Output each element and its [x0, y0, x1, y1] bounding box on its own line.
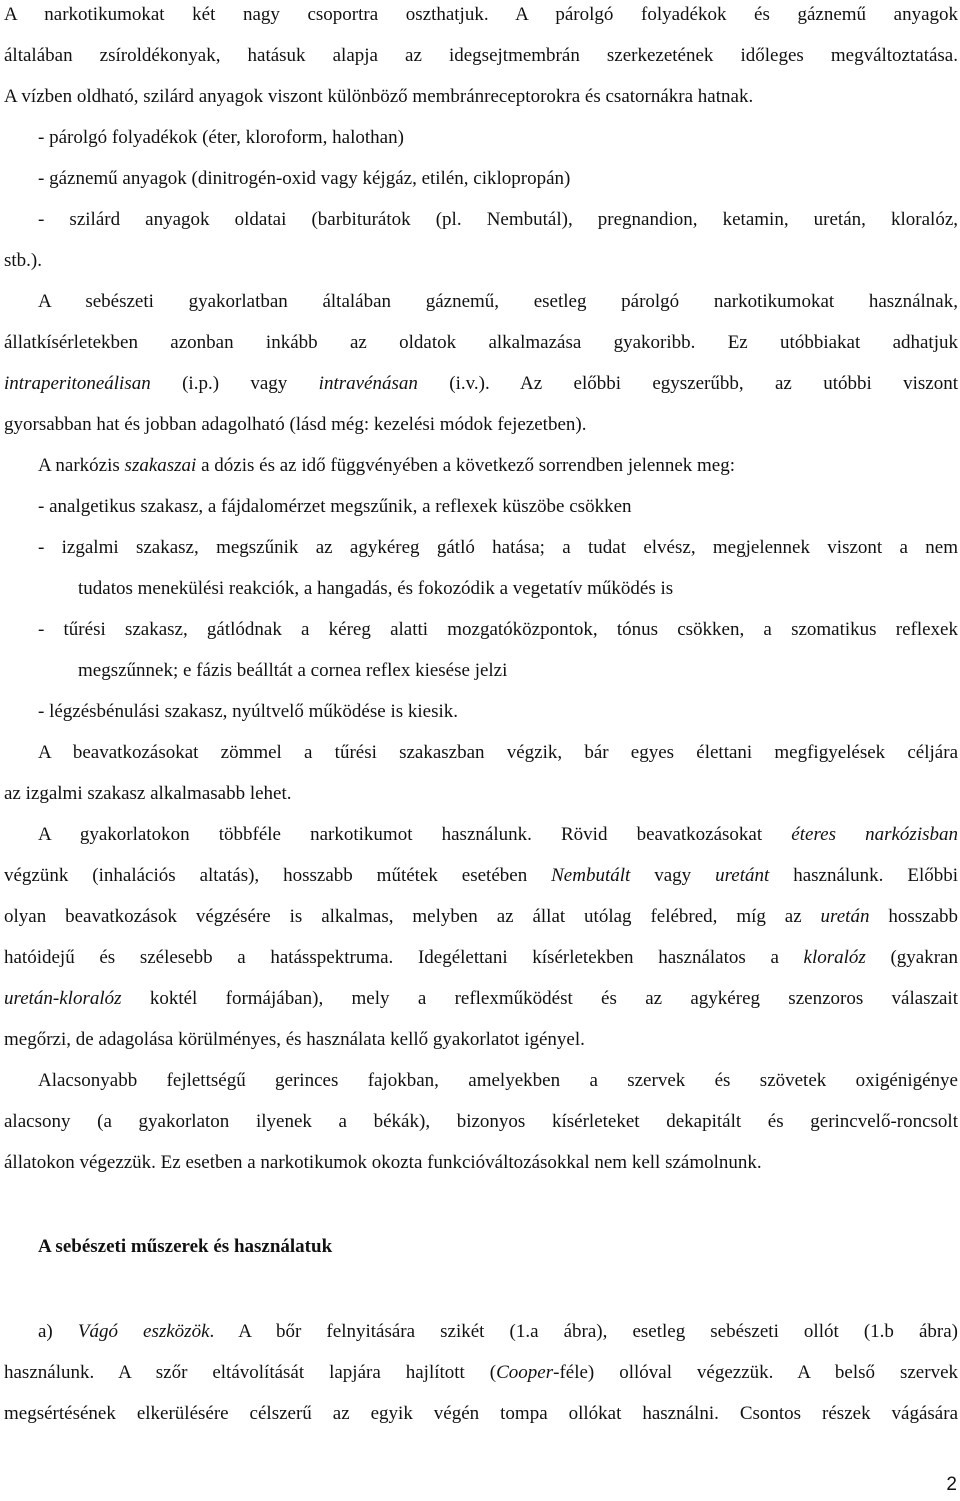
paragraph-line: megőrzi, de adagolása körülményes, és használata kellő gyakorlatot igényel. [4, 1029, 585, 1050]
list-item: - légzésbénulási szakasz, nyúltvelő működése is kiesik. [38, 701, 459, 722]
paragraph-line: A sebészeti gyakorlatban általában gáznemű, esetleg párolgó narkotikumokat használnak, [38, 291, 958, 312]
italic-term: éteres narkózisban [791, 824, 958, 845]
italic-term: Cooper [496, 1362, 554, 1383]
text-span: (i.p.) vagy [150, 373, 319, 394]
italic-term: Nembutált [551, 865, 631, 886]
paragraph-line [38, 824, 958, 846]
paragraph-line: az izgalmi szakasz alkalmasabb lehet. [4, 783, 292, 804]
text-span: A gyakorlatokon többféle narkotikumot használunk. Rövid beavatkozásokat [38, 824, 792, 845]
text-span: (gyakran [865, 947, 958, 968]
italic-term: uretán-kloralóz [4, 988, 122, 1009]
list-item: - párolgó folyadékok (éter, kloroform, halothan) [38, 127, 404, 148]
paragraph-line: megsértésének elkerülésére célszerű az egyik végén tompa ollókat használni. Csontos részek vágására [4, 1403, 958, 1424]
paragraph-line: A vízben oldható, szilárd anyagok viszont különböző membránreceptorokra és csatornákra hatnak. [4, 86, 754, 107]
paragraph-line [38, 455, 958, 477]
text-span: végzünk (inhalációs altatás), hosszabb műtétek esetében [4, 865, 552, 886]
paragraph-line [4, 865, 958, 887]
list-item-continuation: tudatos menekülési reakciók, a hangadás, és fokozódik a vegetatív működés is [78, 578, 674, 599]
list-item-continuation: megszűnnek; e fázis beálltát a cornea reflex kiesése jelzi [78, 660, 508, 681]
italic-term: szakaszai [124, 455, 197, 476]
italic-term: Vágó eszközök [77, 1321, 210, 1342]
paragraph-line: gyorsabban hat és jobban adagolható (lásd még: kezelési módok fejezetben). [4, 414, 587, 435]
text-span: A narkózis [38, 455, 125, 476]
paragraph-line [4, 906, 958, 928]
italic-term: intravénásan [318, 373, 418, 394]
list-item: - gáznemű anyagok (dinitrogén-oxid vagy kéjgáz, etilén, ciklopropán) [38, 168, 571, 189]
section-heading: A sebészeti műszerek és használatuk [38, 1236, 333, 1257]
text-span: -féle) ollóval végezzük. A belső szervek [553, 1362, 958, 1383]
text-span: vagy [630, 865, 716, 886]
paragraph-line [4, 988, 958, 1010]
text-span: hosszabb [869, 906, 959, 927]
paragraph-line: Alacsonyabb fejlettségű gerinces fajokban, amelyekben a szervek és szövetek oxigénigénye [38, 1070, 958, 1091]
page-number: 2 [946, 1474, 957, 1495]
text-span: olyan beavatkozások végzésére is alkalmas, melyben az állat utólag felébred, míg az [4, 906, 821, 927]
text-span: a) [38, 1321, 78, 1342]
list-item: - izgalmi szakasz, megszűnik az agykéreg gátló hatása; a tudat elvész, megjelennek viszont a nem [38, 537, 958, 558]
paragraph-line [4, 373, 958, 395]
paragraph-line: állatkísérletekben azonban inkább az oldatok alkalmazása gyakoribb. Ez utóbbiakat adhatjuk [4, 332, 958, 353]
italic-term: kloralóz [803, 947, 866, 968]
italic-term: uretán [820, 906, 870, 927]
italic-term: uretánt [715, 865, 770, 886]
paragraph-line: A narkotikumokat két nagy csoportra oszthatjuk. A párolgó folyadékok és gáznemű anyagok [4, 4, 958, 25]
paragraph-line: stb.). [4, 250, 42, 271]
paragraph-line: A beavatkozásokat zömmel a tűrési szakaszban végzik, bár egyes élettani megfigyelések céljára [38, 742, 958, 763]
text-span: koktél formájában), mely a reflexműködést és az agykéreg szenzoros válaszait [121, 988, 958, 1009]
list-item: - szilárd anyagok oldatai (barbiturátok (pl. Nembutál), pregnandion, ketamin, uretán, kloralóz, [38, 209, 958, 230]
list-item: - tűrési szakasz, gátlódnak a kéreg alatti mozgatóközpontok, tónus csökken, a szomatikus reflexek [38, 619, 958, 640]
text-span: hatóidejű és szélesebb a hatásspektruma. Idegélettani kísérletekben használatos a [4, 947, 804, 968]
paragraph-line [38, 1321, 958, 1343]
text-span: a dózis és az idő függvényében a következő sorrendben jelennek meg: [196, 455, 736, 476]
list-item: - analgetikus szakasz, a fájdalomérzet megszűnik, a reflexek küszöbe csökken [38, 496, 632, 517]
text-span: használunk. A szőr eltávolítását lapjára hajlított ( [4, 1362, 497, 1383]
paragraph-line [4, 947, 958, 969]
paragraph-line [4, 1362, 958, 1384]
text-span: . A bőr felnyitására szikét (1.a ábra), esetleg sebészeti ollót (1.b ábra) [209, 1321, 959, 1342]
text-span: használunk. Előbbi [769, 865, 958, 886]
paragraph-line: állatokon végezzük. Ez esetben a narkotikumok okozta funkcióváltozásokkal nem kell számolnunk. [4, 1152, 762, 1173]
italic-term: intraperitoneálisan [4, 373, 151, 394]
paragraph-line: alacsony (a gyakorlaton ilyenek a békák), bizonyos kísérleteket dekapitált és gerincvelő-roncsolt [4, 1111, 958, 1132]
text-span: (i.v.). Az előbbi egyszerűbb, az utóbbi viszont [417, 373, 958, 394]
paragraph-line: általában zsíroldékonyak, hatásuk alapja az idegsejtmembrán szerkezetének időleges megváltoztatása. [4, 45, 958, 66]
